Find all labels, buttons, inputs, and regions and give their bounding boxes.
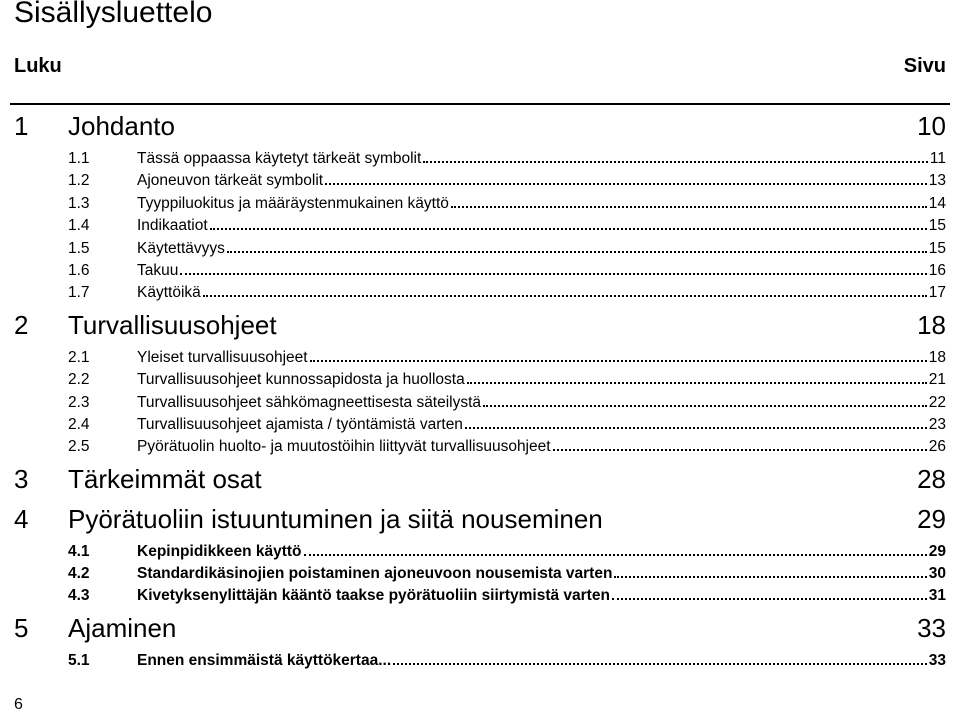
section-number: 2.2 (68, 371, 90, 389)
section-number: 1.4 (68, 217, 90, 235)
chapter-title: Ajaminen (68, 612, 177, 643)
section-number: 1.1 (68, 150, 90, 167)
column-header-chapter: Luku (14, 55, 62, 77)
chapter-page: 29 (917, 503, 946, 534)
section-page: 15 (928, 239, 946, 257)
chapter-title: Tärkeimmät osat (68, 463, 262, 494)
table-of-contents (0, 108, 960, 672)
dot-leader (325, 183, 927, 185)
dot-leader (465, 427, 927, 429)
toc-section[interactable] (0, 563, 960, 585)
section-title: Kepinpidikkeen käyttö (137, 542, 302, 560)
chapter-sections (0, 650, 960, 672)
section-page: 23 (928, 415, 946, 433)
section-page: 18 (928, 348, 946, 366)
section-number: 2.3 (68, 393, 90, 411)
section-page: 17 (928, 284, 946, 302)
chapter-number: 5 (14, 612, 29, 643)
section-number: 4.1 (68, 542, 90, 560)
toc-section[interactable] (0, 436, 960, 458)
section-title: Pyörätuolin huolto- ja muutostöihin liittyvät turvallisuusohjeet (137, 438, 551, 456)
column-header-page: Sivu (903, 55, 946, 77)
section-page: 26 (928, 438, 946, 456)
toc-section[interactable] (0, 215, 960, 237)
section-page: 16 (928, 261, 946, 279)
page-title: Sisällysluettelo (14, 0, 213, 29)
section-page: 13 (928, 172, 946, 190)
toc-chapter[interactable] (0, 501, 960, 541)
section-title: Tyyppiluokitus ja määräystenmukainen käyttö (137, 194, 449, 212)
page-number: 6 (14, 696, 23, 713)
dot-leader (612, 598, 927, 600)
toc-chapter[interactable] (0, 461, 960, 501)
dot-leader (180, 273, 926, 275)
toc-chapter[interactable] (0, 610, 960, 650)
dot-leader (304, 554, 927, 556)
toc-section[interactable] (0, 170, 960, 192)
dot-leader (451, 206, 927, 208)
chapter-number: 2 (14, 309, 29, 340)
section-title: Käyttöikä (137, 284, 201, 302)
toc-section[interactable] (0, 148, 960, 170)
section-page: 31 (928, 587, 946, 605)
chapter-sections (0, 541, 960, 610)
section-title: Ennen ensimmäistä käyttökertaa... (137, 651, 392, 669)
section-number: 2.4 (68, 415, 90, 433)
dot-leader (553, 449, 927, 451)
section-number: 4.3 (68, 587, 90, 605)
section-title: Indikaatiot (137, 217, 208, 235)
toc-section[interactable] (0, 392, 960, 414)
chapter-title: Johdanto (68, 111, 175, 141)
dot-leader (203, 295, 927, 297)
dot-leader (310, 360, 927, 362)
section-number: 5.1 (68, 651, 90, 669)
toc-section[interactable] (0, 238, 960, 260)
toc-section[interactable] (0, 541, 960, 563)
chapter-title: Turvallisuusohjeet (68, 309, 277, 340)
toc-section[interactable] (0, 369, 960, 391)
chapter-title: Pyörätuoliin istuuntuminen ja siitä nouseminen (68, 503, 603, 534)
toc-section[interactable] (0, 282, 960, 304)
toc-chapter[interactable] (0, 108, 960, 148)
section-number: 1.3 (68, 194, 90, 212)
section-page: 29 (928, 542, 946, 560)
section-title: Turvallisuusohjeet sähkömagneettisesta säteilystä (137, 393, 482, 411)
section-number: 1.7 (68, 284, 90, 302)
chapter-page: 33 (917, 612, 946, 643)
dot-leader (227, 251, 927, 253)
section-number: 1.2 (68, 172, 90, 190)
chapter-page: 10 (917, 111, 946, 141)
dot-leader (393, 663, 927, 665)
section-title: Käytettävyys (137, 239, 225, 257)
dot-leader (483, 405, 927, 407)
section-page: 21 (928, 371, 946, 389)
chapter-page: 18 (917, 309, 946, 340)
section-title: Takuu (137, 261, 179, 279)
section-number: 1.6 (68, 261, 90, 279)
section-number: 1.5 (68, 239, 90, 257)
section-title: Kivetyksenylittäjän kääntö taakse pyörätuoliin siirtymistä varten (137, 587, 610, 605)
section-number: 4.2 (68, 565, 90, 583)
section-title: Ajoneuvon tärkeät symbolit (137, 172, 324, 190)
toc-section[interactable] (0, 650, 960, 672)
section-number: 2.5 (68, 438, 90, 456)
section-page: 22 (928, 393, 946, 411)
chapter-number: 4 (14, 503, 29, 534)
dot-leader (423, 161, 928, 163)
header-divider (10, 103, 950, 105)
section-page: 14 (928, 194, 946, 212)
section-page: 33 (928, 651, 946, 669)
dot-leader (614, 576, 926, 578)
section-page: 30 (928, 565, 946, 583)
chapter-sections (0, 148, 960, 307)
section-page: 15 (928, 217, 946, 235)
toc-section[interactable] (0, 585, 960, 607)
toc-section[interactable] (0, 260, 960, 282)
toc-section[interactable] (0, 193, 960, 215)
section-title: Turvallisuusohjeet kunnossapidosta ja huollosta (137, 371, 465, 389)
toc-section[interactable] (0, 347, 960, 369)
section-number: 2.1 (68, 348, 90, 366)
dot-leader (467, 382, 927, 384)
toc-section[interactable] (0, 414, 960, 436)
chapter-sections (0, 347, 960, 461)
section-title: Standardikäsinojien poistaminen ajoneuvoon nousemista varten (137, 565, 613, 583)
section-title: Tässä oppaassa käytetyt tärkeät symbolit (137, 150, 422, 167)
section-title: Turvallisuusohjeet ajamista / työntämistä varten (137, 415, 463, 433)
chapter-number: 1 (14, 111, 29, 141)
section-title: Yleiset turvallisuusohjeet (137, 348, 308, 366)
chapter-page: 28 (917, 463, 946, 494)
section-page: 11 (929, 150, 946, 167)
dot-leader (210, 228, 927, 230)
toc-chapter[interactable] (0, 307, 960, 347)
chapter-number: 3 (14, 463, 29, 494)
